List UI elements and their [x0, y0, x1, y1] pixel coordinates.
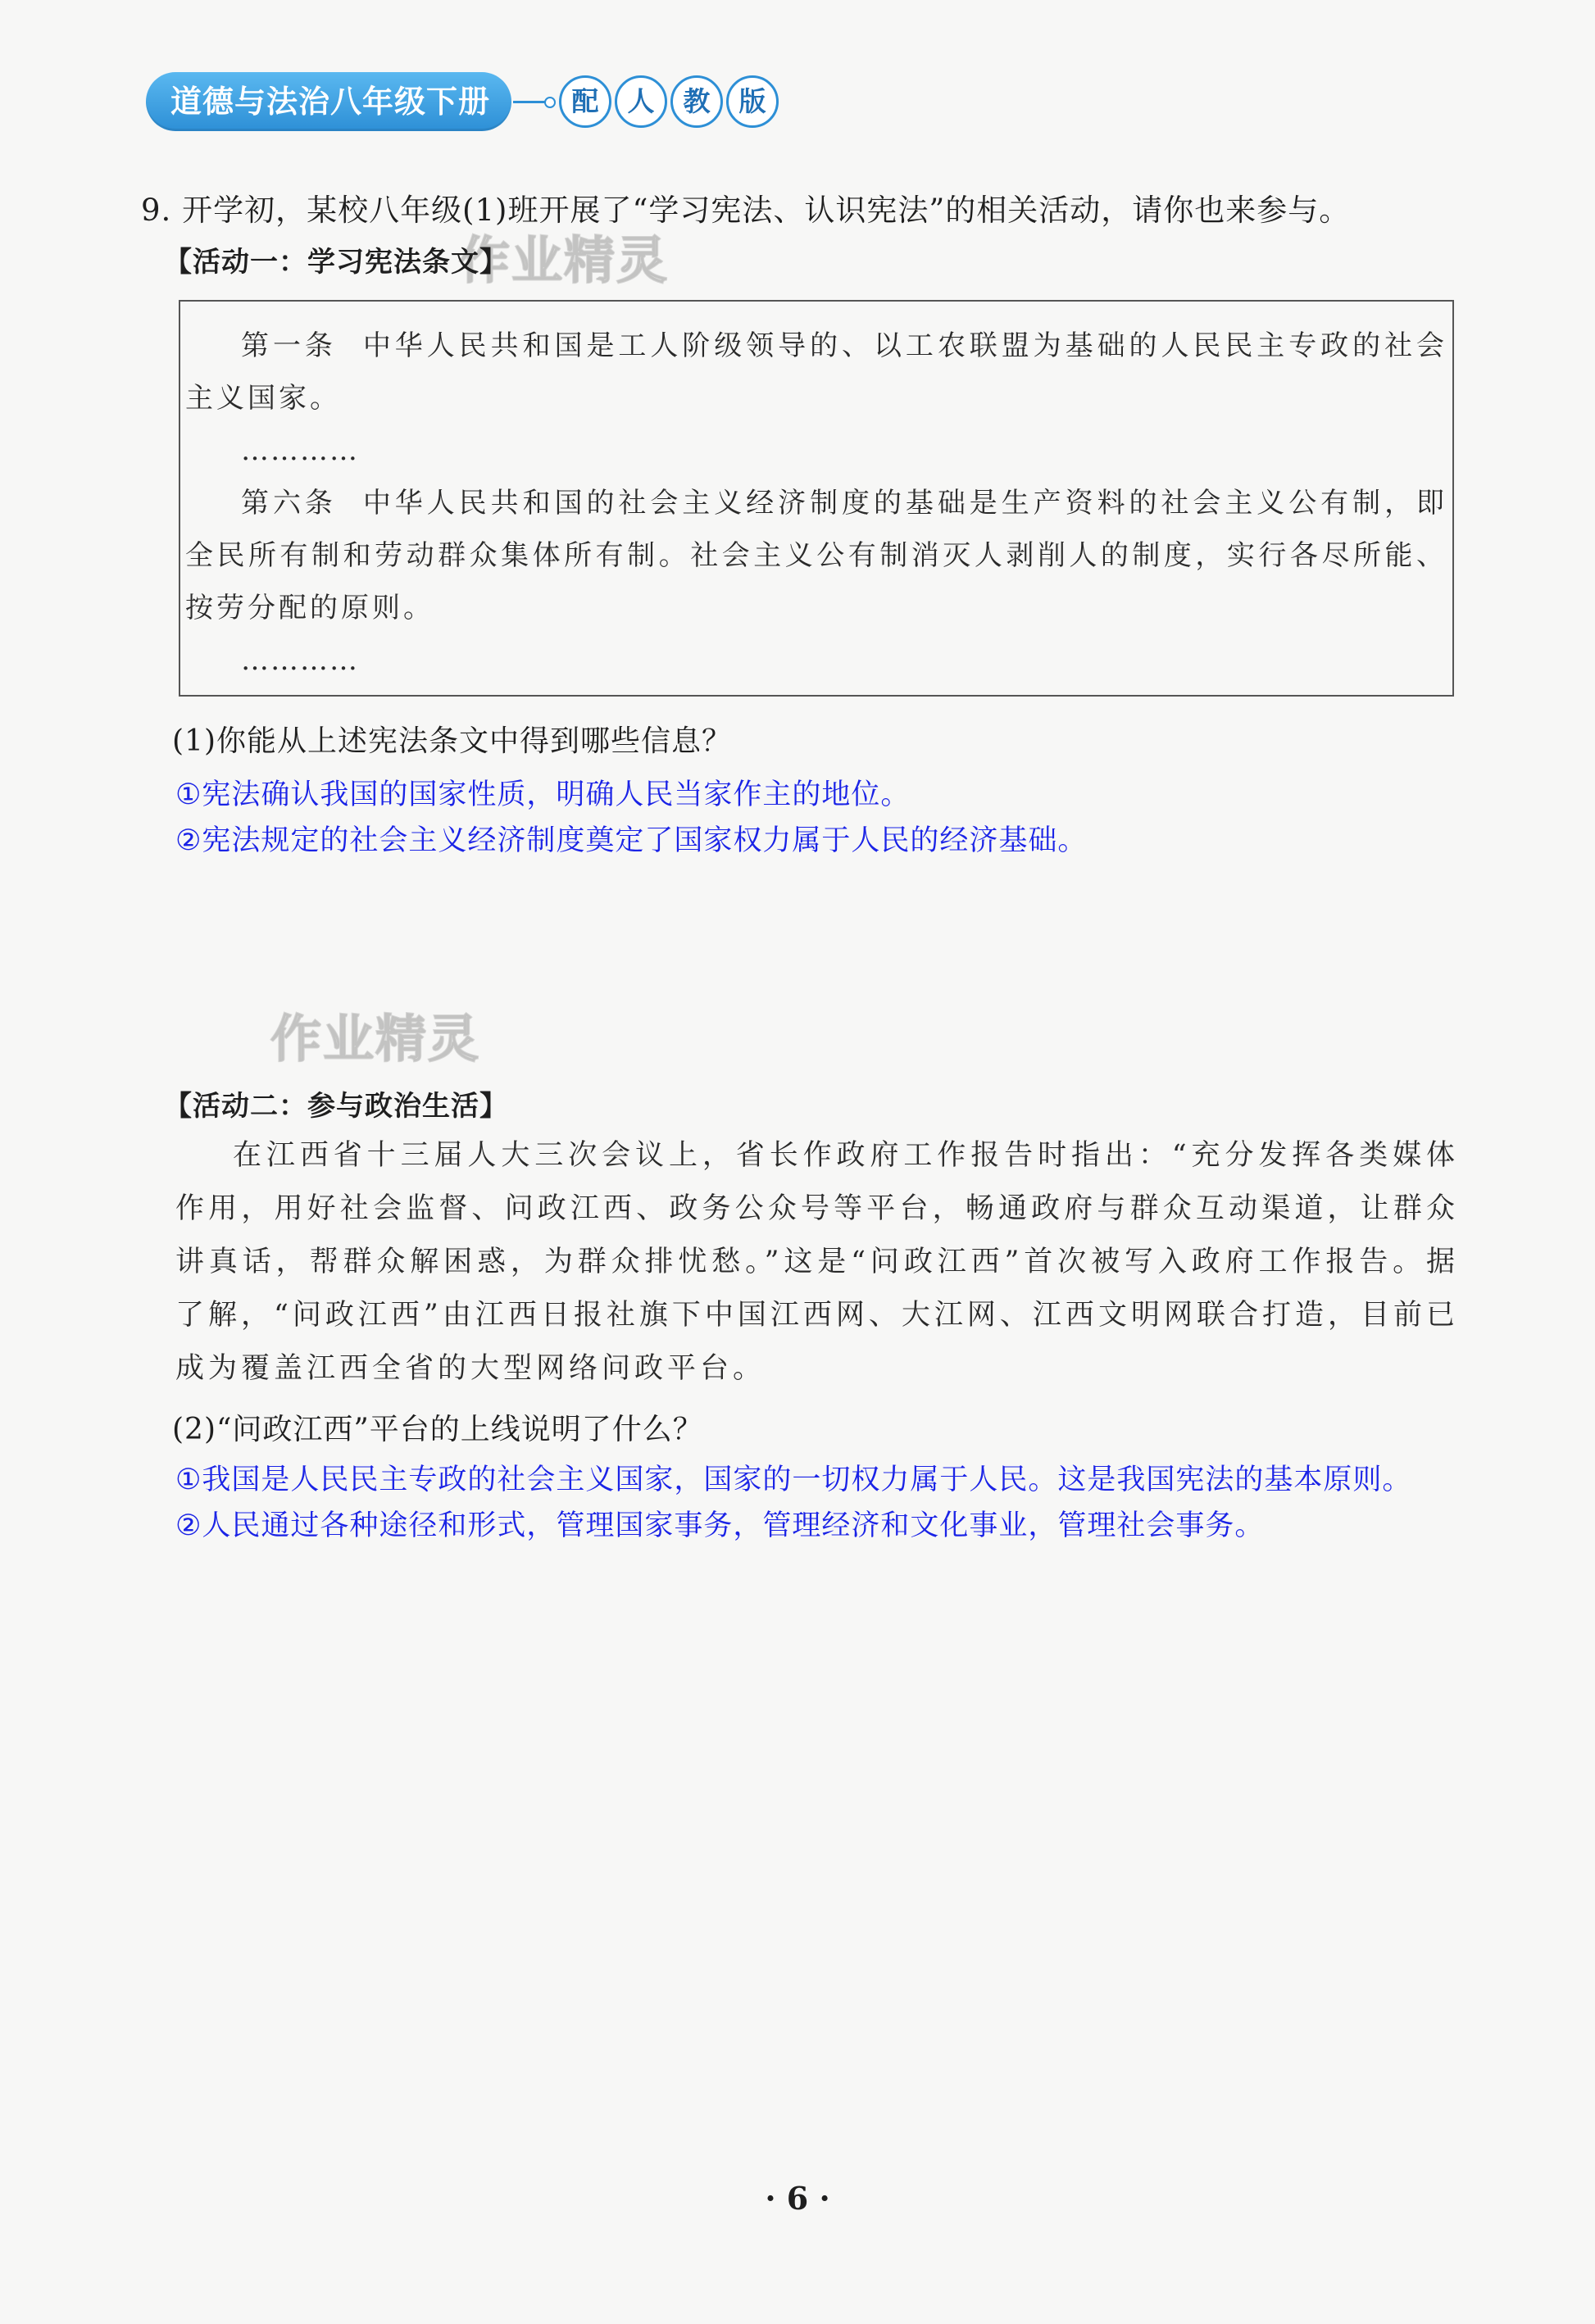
article-6-text: 中华人民共和国的社会主义经济制度的基础是生产资料的社会主义公有制，即全民所有制和劳动群众集体所有制。社会主义公有制消灭人剥削人的制度，实行各尽所能、按劳分配的原则。	[185, 487, 1448, 624]
article-6-label: 第六条	[241, 487, 337, 520]
answer-1	[175, 772, 1470, 864]
constitution-excerpt-box	[179, 300, 1454, 697]
sub-question-2: (2)“问政江西”平台的上线说明了什么？	[172, 1413, 703, 1446]
page-number: · 6 ·	[765, 2180, 830, 2217]
book-header	[146, 72, 779, 131]
ellipsis: …………	[241, 434, 359, 467]
watermark-logo: 作业精灵	[270, 1009, 481, 1069]
question-stem: 9. 开学初，某校八年级(1)班开展了“学习宪法、认识宪法”的相关活动，请你也来参与。	[141, 193, 1351, 228]
answer-line: ①宪法确认我国的国家性质，明确人民当家作主的地位。	[175, 778, 911, 811]
edition-badges	[559, 75, 779, 128]
header-connector	[513, 101, 551, 103]
article-1-text: 中华人民共和国是工人阶级领导的、以工农联盟为基础的人民民主专政的社会主义国家。	[185, 329, 1448, 415]
answer-line: ①我国是人民民主专政的社会主义国家，国家的一切权力属于人民。这是我国宪法的基本原则。	[175, 1464, 1412, 1496]
article-1	[185, 320, 1447, 424]
answer-line: ②人民通过各种途径和形式，管理国家事务，管理经济和文化事业，管理社会事务。	[175, 1509, 1265, 1542]
edition-badge: 版	[726, 75, 779, 128]
activity2-heading: 【活动二：参与政治生活】	[164, 1090, 508, 1123]
answer-line: ②宪法规定的社会主义经济制度奠定了国家权力属于人民的经济基础。	[175, 824, 1088, 857]
sub-question-1: (1)你能从上述宪法条文中得到哪些信息？	[172, 724, 732, 758]
activity2-paragraph: 在江西省十三届人大三次会议上，省长作政府工作报告时指出：“充分发挥各类媒体作用，用好社会监督、问政江西、政务公众号等平台，畅通政府与群众互动渠道，让群众讲真话，帮群众解困惑，为群众排忧愁。”这是“问政江西”首次被写入政府工作报告。据了解，“问政江西”由江西日报社旗下中国江西网、大江网、江西文明网联合打造，目前已成为覆盖江西全省的大型网络问政平台。	[175, 1139, 1459, 1385]
edition-badge: 配	[559, 75, 611, 128]
ellipsis: …………	[241, 644, 359, 677]
edition-badge: 人	[615, 75, 667, 128]
article-1-label: 第一条	[241, 329, 337, 362]
activity1-heading: 【活动一：学习宪法条文】	[164, 246, 508, 279]
watermark-logo: 作业精灵	[459, 230, 670, 290]
answer-2	[175, 1457, 1470, 1549]
book-title: 道德与法治八年级下册	[146, 72, 511, 131]
article-6	[185, 477, 1447, 634]
edition-badge: 教	[670, 75, 723, 128]
